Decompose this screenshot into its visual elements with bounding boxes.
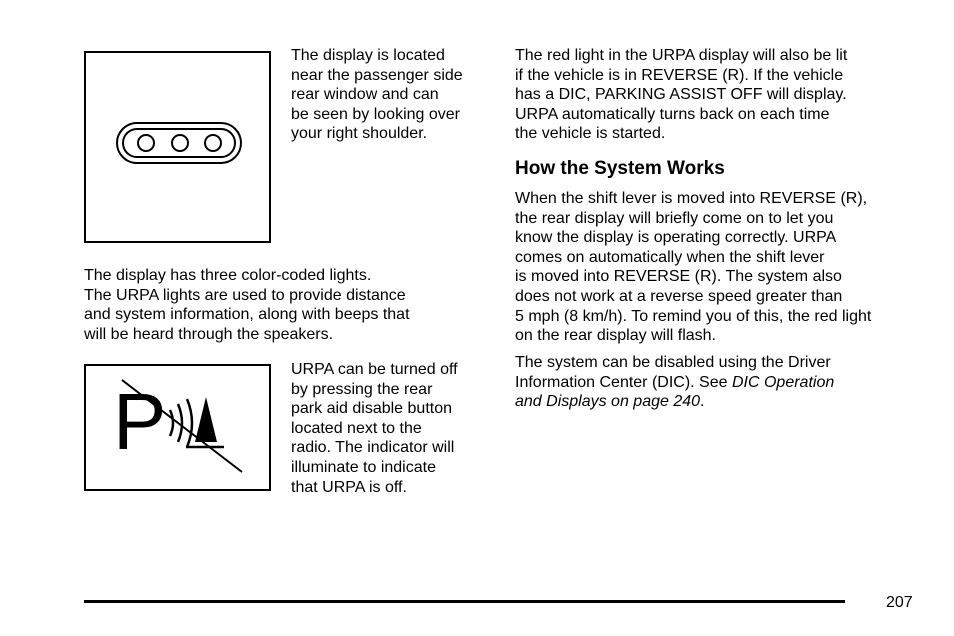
- display-location-text: The display is located near the passenger side rear window and can be seen by looking over your right shoulder.: [291, 47, 463, 143]
- page-number: 207: [886, 594, 913, 611]
- park-assist-off-icon: [86, 366, 269, 489]
- park-letter: P: [113, 377, 167, 466]
- system-works-paragraph: When the shift lever is moved into REVERSE (R), the rear display will briefly come on to let you know the display is operating correctly. URPA comes on automatically when the shift lever is moved into REVERSE (R). The system also does not work at a reverse speed greater than 5 mph (8 km/h). To remind you of this, the red light on the rear display will flash.: [515, 190, 872, 345]
- color-lights-paragraph: The display has three color-coded lights. The URPA lights are used to provide distance and system information, along with beeps that will be heard through the speakers.: [84, 267, 410, 343]
- reverse-light-paragraph: The red light in the URPA display will also be lit if the vehicle is in REVERSE (R). If the vehicle has a DIC, PARKING ASSIST OFF will display. URPA automatically turns back on each time the vehicle is started.: [515, 47, 848, 143]
- urpa-off-text: URPA can be turned off by pressing the rear park aid disable button located next to the radio. The indicator will illuminate to indicate that URPA is off.: [291, 361, 458, 496]
- dic-operation-reference: DIC Operation: [731, 373, 835, 391]
- dic-page-reference: and Displays on page 240: [515, 393, 701, 411]
- urpa-display-figure: [84, 51, 271, 243]
- section-heading: How the System Works: [515, 158, 725, 179]
- park-assist-off-figure: [84, 364, 271, 491]
- urpa-three-lights-display-icon: [86, 53, 269, 241]
- footer-rule: [84, 600, 845, 603]
- disable-paragraph: The system can be disabled using the Driver Information Center (DIC). See DIC Operation and Displays on page 240.: [515, 354, 835, 411]
